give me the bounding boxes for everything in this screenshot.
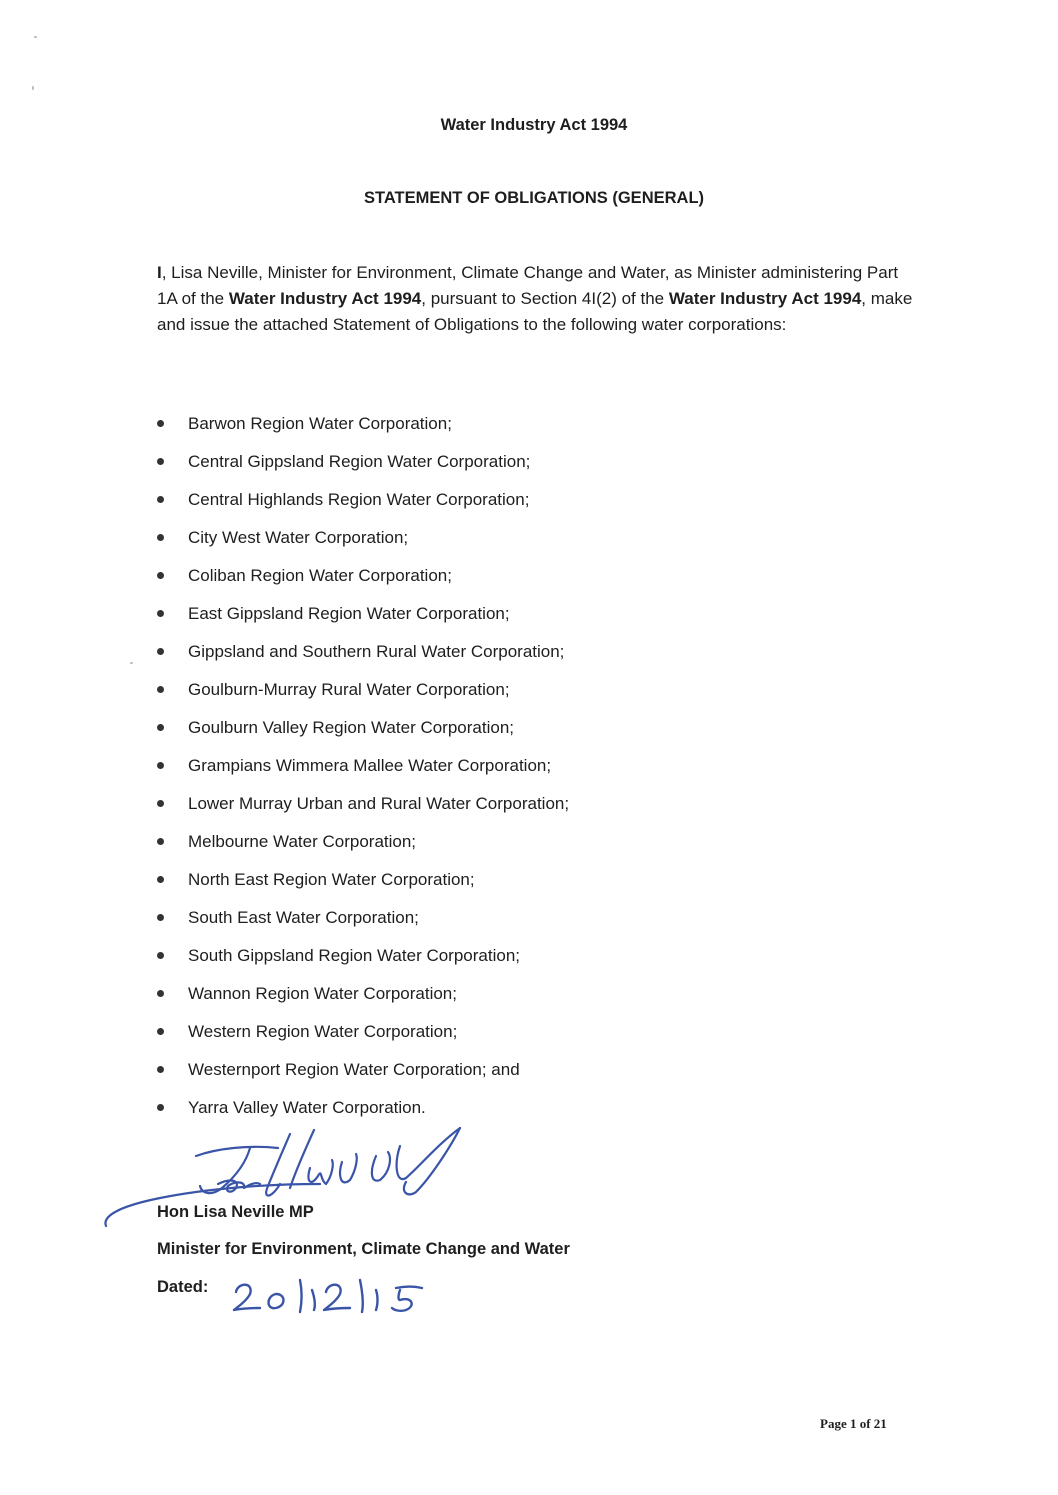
corporation-name: Yarra Valley Water Corporation. <box>188 1098 426 1117</box>
bullet-icon <box>157 952 164 959</box>
statement-title: STATEMENT OF OBLIGATIONS (GENERAL) <box>363 189 705 207</box>
list-item <box>157 866 569 904</box>
signer-name: Hon Lisa Neville MP <box>157 1203 314 1221</box>
bullet-icon <box>157 1104 164 1111</box>
corporation-name: Wannon Region Water Corporation; <box>188 984 457 1003</box>
corporation-name: Grampians Wimmera Mallee Water Corporation; <box>188 756 552 775</box>
corporation-name: Central Highlands Region Water Corporation; <box>188 490 530 509</box>
act-name-bold: Water Industry Act 1994 <box>668 289 862 308</box>
page-number: Page 1 of 21 <box>820 1416 887 1431</box>
bullet-icon <box>157 534 164 541</box>
bullet-icon <box>157 1066 164 1073</box>
bullet-icon <box>157 762 164 769</box>
corporation-list <box>157 410 569 1132</box>
bullet-icon <box>157 496 164 503</box>
dated-label: Dated: <box>157 1278 209 1296</box>
handwritten-date <box>228 1266 428 1316</box>
signer-role: Minister for Environment, Climate Change and Water <box>157 1240 570 1258</box>
bullet-icon <box>157 876 164 883</box>
bullet-icon <box>157 420 164 427</box>
scan-artifact <box>34 36 37 38</box>
list-item <box>157 562 569 600</box>
bullet-icon <box>157 990 164 997</box>
corporation-name: Western Region Water Corporation; <box>188 1022 458 1041</box>
bullet-icon <box>157 724 164 731</box>
bullet-icon <box>157 610 164 617</box>
act-title: Water Industry Act 1994 <box>440 116 628 134</box>
corporation-name: Goulburn-Murray Rural Water Corporation; <box>188 680 510 699</box>
bullet-icon <box>157 800 164 807</box>
corporation-name: Melbourne Water Corporation; <box>188 832 417 851</box>
scan-artifact <box>32 86 34 90</box>
bullet-icon <box>157 458 164 465</box>
list-item <box>157 904 569 942</box>
intro-text: , as Minister administering Part 1A of the <box>157 263 899 308</box>
list-item <box>157 524 569 562</box>
list-item <box>157 828 569 866</box>
corporation-name: Lower Murray Urban and Rural Water Corporation; <box>188 794 570 813</box>
list-item <box>157 600 569 638</box>
list-item <box>157 980 569 1018</box>
list-item <box>157 638 569 676</box>
intro-text: , pursuant to Section 4I(2) of the <box>421 289 669 308</box>
intro-text: , Lisa Neville, Minister for Environment, Climate Change and Water <box>161 263 665 282</box>
intro-bold-i: I <box>157 263 162 282</box>
corporation-name: Barwon Region Water Corporation; <box>188 414 452 433</box>
list-item <box>157 1018 569 1056</box>
corporation-name: Coliban Region Water Corporation; <box>188 566 452 585</box>
bullet-icon <box>157 572 164 579</box>
bullet-icon <box>157 914 164 921</box>
corporation-name: North East Region Water Corporation; <box>188 870 475 889</box>
list-item <box>157 790 569 828</box>
intro-text: , make and issue the attached Statement of Obligations to the following water corporations: <box>157 289 913 334</box>
corporation-name: South East Water Corporation; <box>188 908 419 927</box>
list-item <box>157 448 569 486</box>
list-item <box>157 486 569 524</box>
list-item <box>157 676 569 714</box>
corporation-name: South Gippsland Region Water Corporation; <box>188 946 520 965</box>
list-item <box>157 410 569 448</box>
scan-artifact <box>130 662 133 664</box>
corporation-name: Central Gippsland Region Water Corporation; <box>188 452 531 471</box>
bullet-icon <box>157 1028 164 1035</box>
bullet-icon <box>157 838 164 845</box>
date-ink <box>234 1280 422 1312</box>
corporation-name: City West Water Corporation; <box>188 528 409 547</box>
corporation-name: East Gippsland Region Water Corporation; <box>188 604 510 623</box>
act-name-bold: Water Industry Act 1994 <box>228 289 422 308</box>
corporation-name: Westernport Region Water Corporation; and <box>188 1060 520 1079</box>
intro-paragraph <box>157 260 917 338</box>
bullet-icon <box>157 648 164 655</box>
bullet-icon <box>157 686 164 693</box>
list-item <box>157 942 569 980</box>
corporation-name: Goulburn Valley Region Water Corporation; <box>188 718 514 737</box>
list-item <box>157 752 569 790</box>
corporation-name: Gippsland and Southern Rural Water Corporation; <box>188 642 565 661</box>
list-item <box>157 1056 569 1094</box>
list-item <box>157 714 569 752</box>
